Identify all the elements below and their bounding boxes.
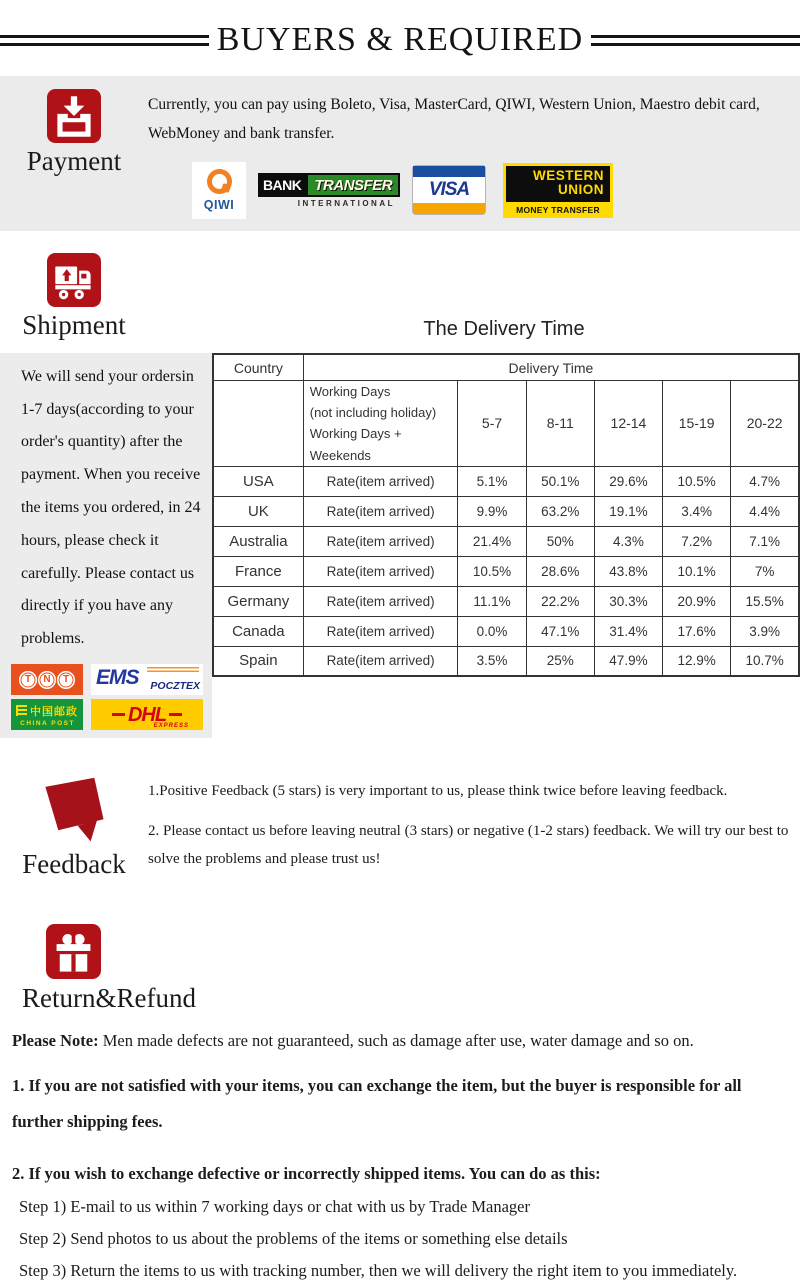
working-days-cell: Working Days (not including holiday) Working Days + Weekends [303, 381, 458, 466]
delivery-time-title: The Delivery Time [423, 317, 585, 340]
header-rule-right [591, 35, 800, 46]
rate-value-cell: 19.1% [594, 496, 662, 526]
qiwi-q-icon [207, 169, 232, 194]
rate-value-cell: 0.0% [458, 616, 526, 646]
rate-value-cell: 28.6% [526, 556, 594, 586]
rate-value-cell: 3.5% [458, 646, 526, 676]
tnt-logo: T N T [11, 664, 83, 695]
rate-value-cell: 7.1% [731, 526, 799, 556]
shipping-note-panel [0, 353, 212, 738]
rate-value-cell: 10.5% [458, 556, 526, 586]
rate-value-cell: 63.2% [526, 496, 594, 526]
payment-description: Currently, you can pay using Boleto, Visa, MasterCard, QIWI, Western Union, Maestro debit card, WebMoney and bank transfer. [148, 96, 760, 143]
qiwi-logo: QIWI [192, 162, 246, 219]
rate-value-cell: 50% [526, 526, 594, 556]
day-range-cell: 8-11 [526, 381, 594, 466]
feedback-label: Feedback [22, 849, 126, 880]
ems-pocztex-logo: EMS POCZTEX [91, 664, 203, 695]
rate-value-cell: 50.1% [526, 466, 594, 496]
day-range-cell: 12-14 [594, 381, 662, 466]
rate-value-cell: 43.8% [594, 556, 662, 586]
feedback-flag-icon [35, 774, 113, 846]
rate-value-cell: 3.9% [731, 616, 799, 646]
country-cell: Spain [213, 646, 303, 676]
country-cell: France [213, 556, 303, 586]
table-row [213, 646, 799, 676]
return-refund-section [22, 924, 800, 1014]
rate-label-cell: Rate(item arrived) [303, 616, 458, 646]
visa-logo: VISA [412, 165, 486, 215]
china-post-logo: 中国邮政 CHINA POST [11, 699, 83, 730]
step-line: Step 3) Return the items to us with tracking number, then we will delivery the right item to you immediately. [19, 1261, 738, 1281]
delivery-time-header: Delivery Time [303, 354, 799, 381]
rate-value-cell: 47.9% [594, 646, 662, 676]
rate-value-cell: 29.6% [594, 466, 662, 496]
shipment-label: Shipment [22, 309, 126, 340]
rate-value-cell: 47.1% [526, 616, 594, 646]
gift-box-icon [46, 924, 101, 979]
rate-value-cell: 22.2% [526, 586, 594, 616]
delivery-time-table [212, 353, 800, 677]
empty-cell [213, 381, 303, 466]
china-post-emblem-icon [16, 705, 27, 716]
shipment-section-header [0, 253, 800, 345]
dhl-logo: DHL EXPRESS [91, 699, 203, 730]
please-note-line: Please Note: Men made defects are not guaranteed, such as damage after use, water damage and so on. [12, 1031, 694, 1051]
rate-value-cell: 30.3% [594, 586, 662, 616]
table-row [213, 466, 799, 496]
rate-label-cell: Rate(item arrived) [303, 526, 458, 556]
rate-value-cell: 3.4% [663, 496, 731, 526]
rate-label-cell: Rate(item arrived) [303, 586, 458, 616]
rate-label-cell: Rate(item arrived) [303, 496, 458, 526]
page-title: BUYERS & REQUIRED [216, 21, 584, 58]
rate-value-cell: 7% [731, 556, 799, 586]
day-range-cell: 20-22 [731, 381, 799, 466]
feedback-point-1: 1.Positive Feedback (5 stars) is very important to us, please think twice before leaving feedback. [148, 783, 728, 800]
policy-point-1: 1. If you are not satisfied with your items, you can exchange the item, but the buyer is responsible for all further shipping fees. [12, 1076, 742, 1131]
rate-value-cell: 12.9% [663, 646, 731, 676]
day-range-cell: 5-7 [458, 381, 526, 466]
western-union-logo: WESTERN UNION MONEY TRANSFER [503, 163, 613, 219]
payment-section [0, 76, 800, 231]
rate-value-cell: 4.3% [594, 526, 662, 556]
shipment-truck-icon [47, 253, 101, 307]
country-cell: Canada [213, 616, 303, 646]
rate-value-cell: 10.5% [663, 466, 731, 496]
bank-transfer-logo: BANK TRANSFER INTERNATIONAL [263, 173, 395, 208]
rate-value-cell: 25% [526, 646, 594, 676]
country-cell: UK [213, 496, 303, 526]
feedback-point-2: 2. Please contact us before leaving neutral (3 stars) or negative (1-2 stars) feedback. We will try our best to solve the problems and please trust us! [148, 823, 789, 868]
rate-value-cell: 20.9% [663, 586, 731, 616]
country-cell: USA [213, 466, 303, 496]
page-header [0, 0, 800, 59]
return-refund-label: Return&Refund [22, 983, 196, 1014]
rate-value-cell: 15.5% [731, 586, 799, 616]
rate-value-cell: 7.2% [663, 526, 731, 556]
table-row [213, 616, 799, 646]
rate-value-cell: 21.4% [458, 526, 526, 556]
payment-logos [192, 162, 784, 219]
step-line: Step 1) E-mail to us within 7 working days or chat with us by Trade Manager [19, 1196, 530, 1216]
country-cell: Germany [213, 586, 303, 616]
header-rule-left [0, 35, 209, 46]
table-subheader-row [213, 381, 799, 466]
country-cell: Australia [213, 526, 303, 556]
ems-stripes [147, 667, 199, 674]
exchange-steps [12, 1191, 786, 1288]
rate-value-cell: 9.9% [458, 496, 526, 526]
policy-point-2: 2. If you wish to exchange defective or incorrectly shipped items. You can do as this: [12, 1163, 601, 1183]
payment-icon [47, 89, 101, 143]
country-header: Country [213, 354, 303, 381]
rate-value-cell: 10.1% [663, 556, 731, 586]
rate-label-cell: Rate(item arrived) [303, 556, 458, 586]
rate-value-cell: 11.1% [458, 586, 526, 616]
feedback-section [0, 774, 800, 880]
payment-label: Payment [26, 146, 122, 176]
shipment-section-body [0, 353, 800, 738]
rate-value-cell: 5.1% [458, 466, 526, 496]
shipping-note: We will send your ordersin 1-7 days(according to your order's quantity) after the payment. When you receive the items you ordered, in 24 hours, please check it carefully. Please contact us directly if you have any problems. [21, 367, 201, 648]
rate-label-cell: Rate(item arrived) [303, 646, 458, 676]
rate-value-cell: 4.4% [731, 496, 799, 526]
table-row [213, 526, 799, 556]
table-row [213, 556, 799, 586]
day-range-cell: 15-19 [663, 381, 731, 466]
rate-value-cell: 10.7% [731, 646, 799, 676]
rate-value-cell: 17.6% [663, 616, 731, 646]
table-row [213, 586, 799, 616]
carrier-logos [11, 664, 212, 730]
rate-label-cell: Rate(item arrived) [303, 466, 458, 496]
rate-value-cell: 31.4% [594, 616, 662, 646]
step-line: Step 2) Send photos to us about the problems of the items or something else details [19, 1229, 568, 1249]
rate-value-cell: 4.7% [731, 466, 799, 496]
return-policy-notes [12, 1031, 786, 1287]
table-row [213, 496, 799, 526]
